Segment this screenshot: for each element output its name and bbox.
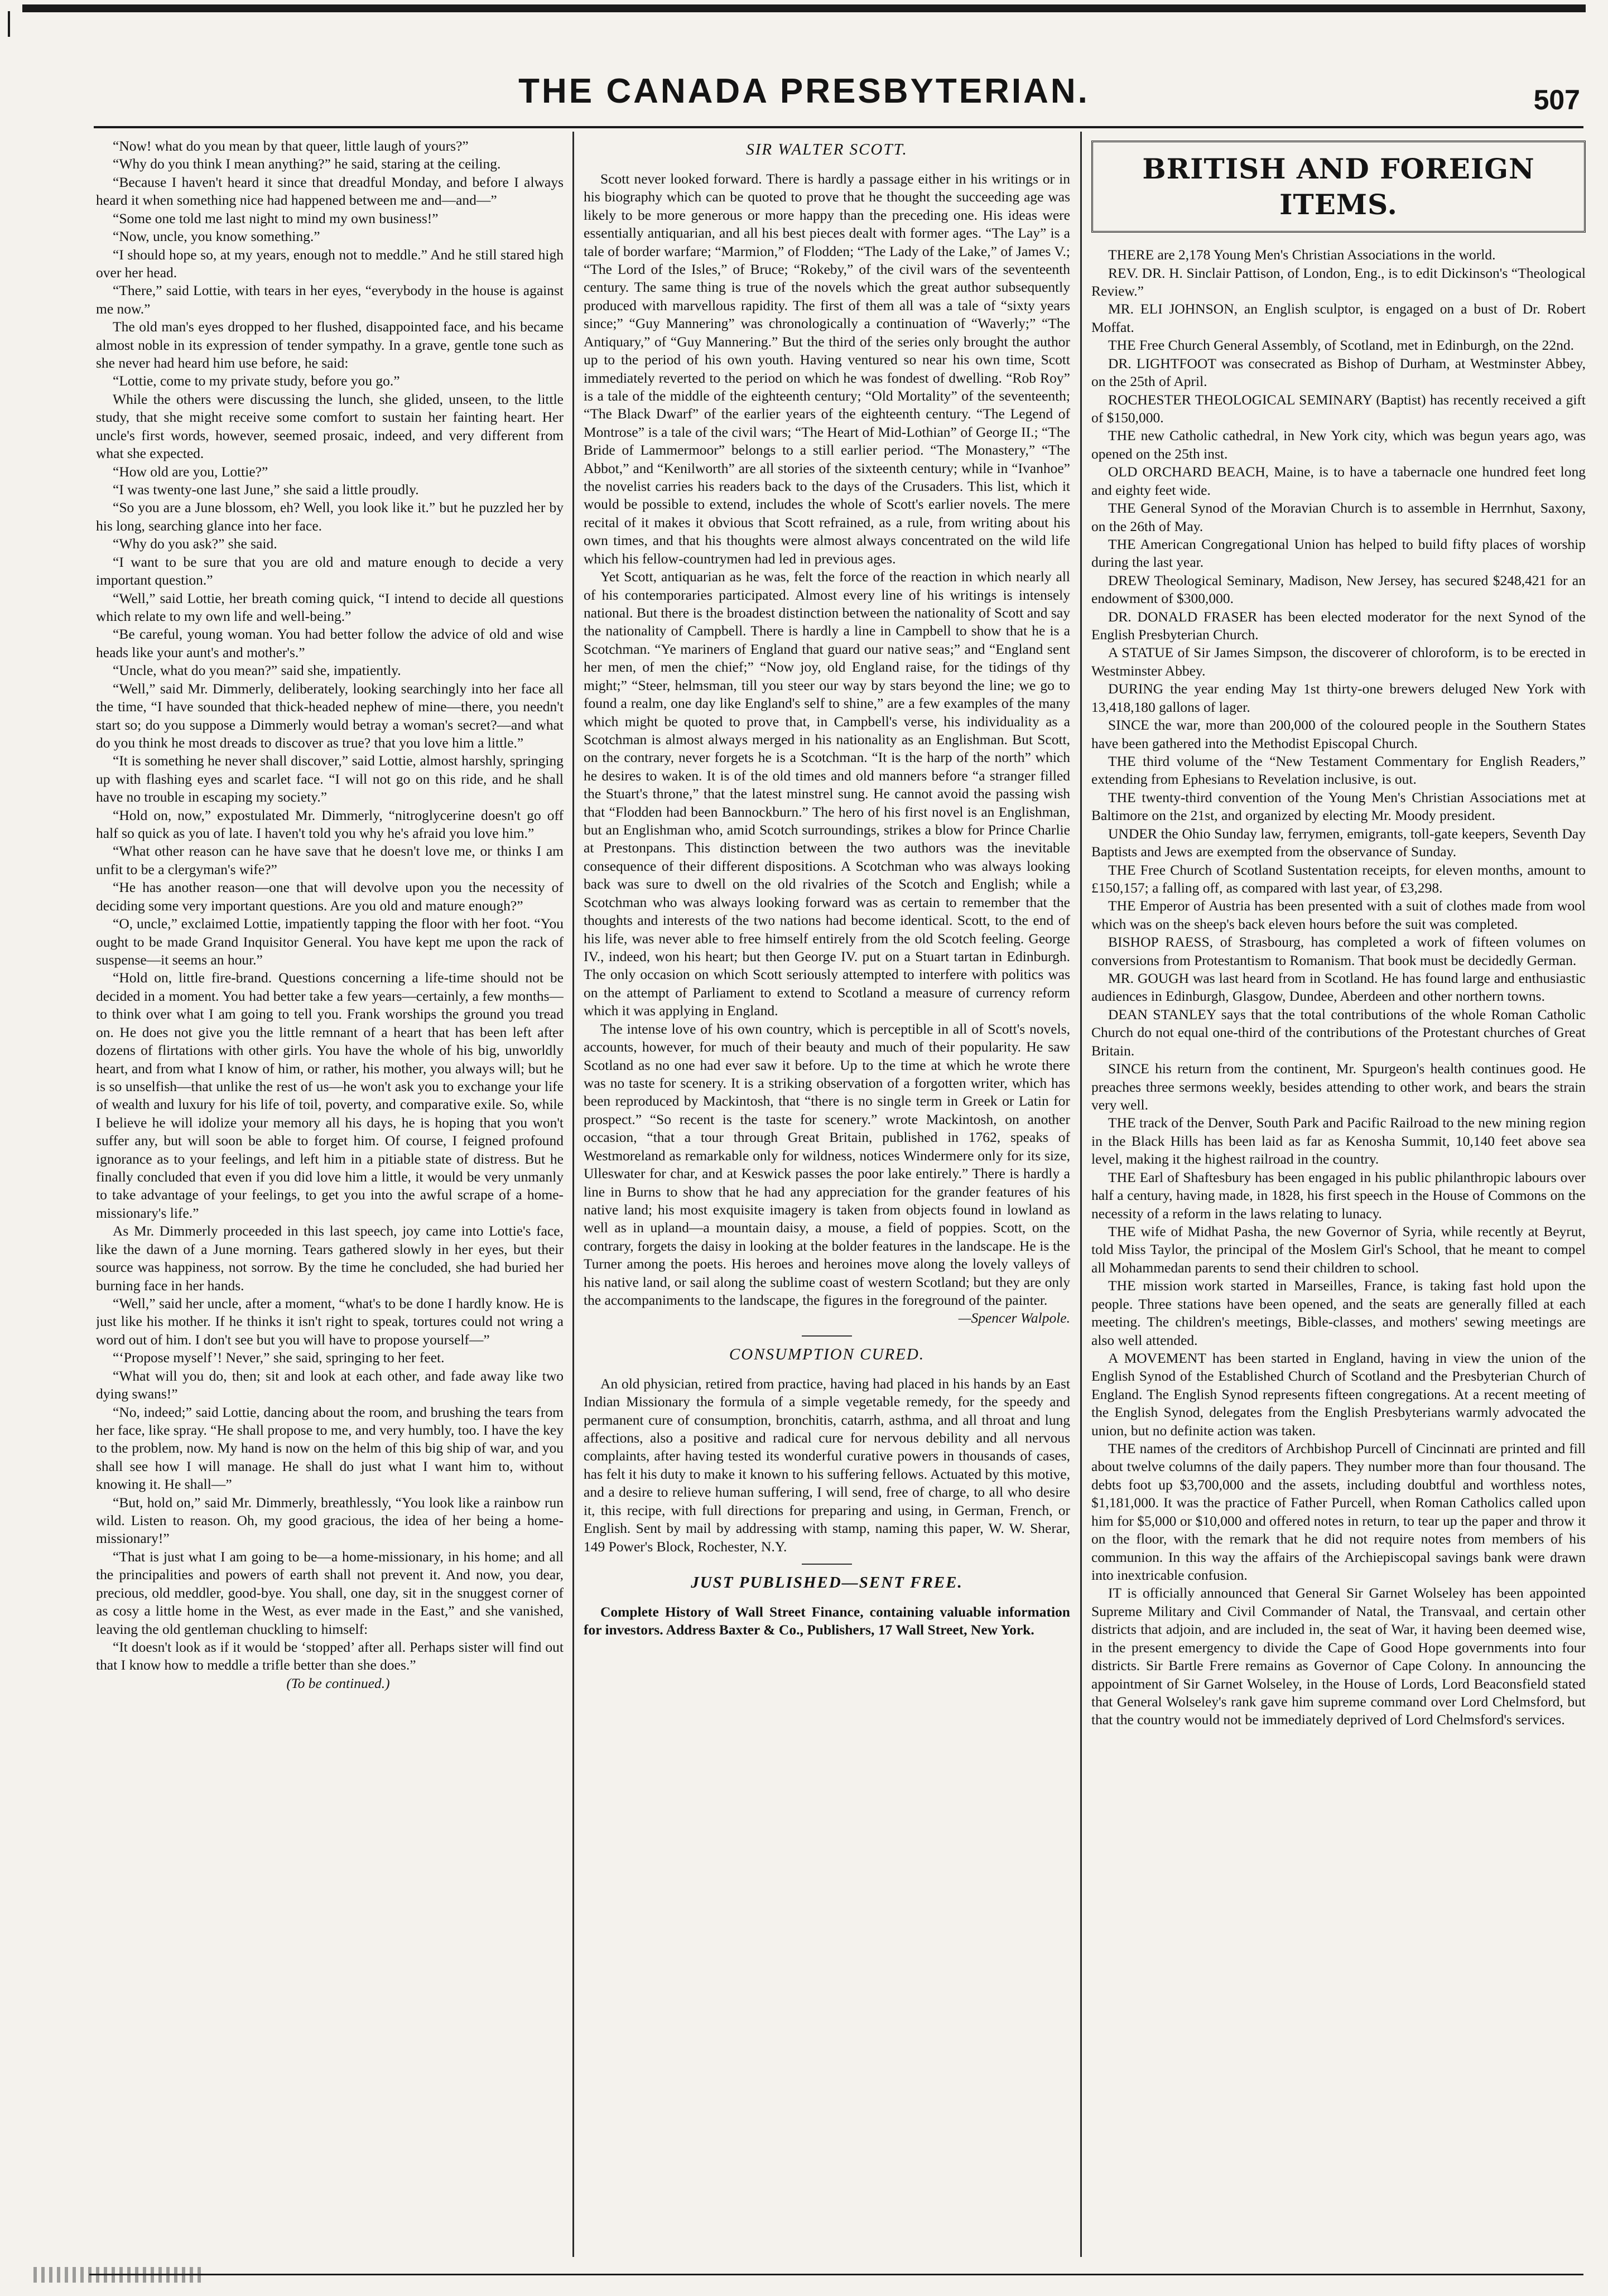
section-divider xyxy=(802,1335,852,1337)
news-item: A MOVEMENT has been started in England, having in view the union of the English Synod of the Established Church of Scotland and the Presbyterian Church of England. The English Synod represents fifteen congregations. At a recent meeting of the English Synod, delegates from the English Presbyterians warmly advocated the union, but no definite action was taken. xyxy=(1091,1349,1586,1439)
consumption-heading: CONSUMPTION CURED. xyxy=(729,1345,925,1363)
news-item: THE wife of Midhat Pasha, the new Governor of Syria, while recently at Beyrut, told Miss Taylor, the principal of the Moslem Girl's School, that he meant to compel all Mohammedan parents to send their children to school. xyxy=(1091,1223,1586,1276)
news-item: THE Free Church of Scotland Sustentation receipts, for eleven months, amount to £150,157; a falling off, as compared with last year, of £3,298. xyxy=(1091,861,1586,896)
scott-paragraph: Scott never looked forward. There is hardly a passage either in his writings or in his biography which can be quoted to prove that he thought the succeeding age was likely to be more generous or more happy than the preceding one. His ideas were essentially antiquarian, and all his best pieces dealt with former ages. “The Lay” is a tale of border warfare; “Marmion,” of Flodden; “The Lady of the Lake,” of James V.; “The Lord of the Isles,” of Bruce; “Rokeby,” of the civil wars of the seventeenth century. The same thing is true of the novels which the great author subsequently produced with marvellous rapidity. The first of them all was a tale of “sixty years since;” “Guy Mannering” was chronologically a continuation of “Waverly;” “The Antiquary,” of “Guy Mannering.” But the third of the series only brought the author up to the period of his own youth. Having ventured so near his own time, Scott immediately reverted to the period on which he was fondest of dwelling. “Rob Roy” is a tale of the middle of the eighteenth century; “Old Mortality” of the seventeenth; “The Black Dwarf” of the earlier years of the eighteenth century. “The Legend of Montrose” is a tale of the civil wars; “The Heart of Mid-Lothian” of George II.; “The Bride of Lammermoor” belongs to a still earlier period. “The Monastery,” “The Abbot,” and “Kenilworth” are all stories of the sixteenth century; while in “Ivanhoe” the novelist carries his readers back to the days of the Crusaders. This list, which it would be possible to extend, includes the whole of Scott's earlier novels. The mere recital of it makes it obvious that Scott refrained, as a rule, from writing about his own times, and that his thoughts were almost always concentrated on the wild life which his fellow-countrymen had led in previous ages. xyxy=(584,170,1070,567)
news-item: A STATUE of Sir James Simpson, the discoverer of chloroform, is to be erected in Westminster Abbey. xyxy=(1091,644,1586,679)
news-item: MR. GOUGH was last heard from in Scotland. He has found large and enthusiastic audiences in Edinburgh, Glasgow, Dundee, Aberdeen and other northern towns. xyxy=(1091,970,1586,1005)
news-item: MR. ELI JOHNSON, an English sculptor, is engaged on a bust of Dr. Robert Moffat. xyxy=(1091,301,1586,335)
news-item: BISHOP RAESS, of Strasbourg, has completed a work of fifteen volumes on conversions from Protestantism to Romanism. That book must be decidedly German. xyxy=(1091,934,1586,968)
masthead-title: THE CANADA PRESBYTERIAN. xyxy=(518,72,1090,110)
news-item: THE American Congregational Union has helped to build fifty places of worship during the last year. xyxy=(1091,536,1586,571)
news-item: THE twenty-third convention of the Young Men's Christian Associations met at Baltimore on the 21st, and organized by electing Mr. Moody president. xyxy=(1091,789,1586,824)
story-paragraph: While the others were discussing the lunch, she glided, unseen, to the little study, that she might receive some comfort to sustain her fainting heart. Her uncle's first words, however, seemed prosaic, indeed, and very different from what she expected. xyxy=(96,390,564,462)
story-paragraph: “It doesn't look as if it would be ‘stopped’ after all. Perhaps sister will find out that I know how to meddle a trifle better than she does.” xyxy=(96,1639,564,1673)
story-paragraph: “That is just what I am going to be—a home-missionary, in his home; and all the principalities and powers of earth shall not prevent it. And now, you dear, precious, old meddler, good-bye. You shall, one day, sit in the snuggest corner of as cosy a little home in the West, as ever made in the East,” and she vanished, leaving the old gentleman chuckling to himself: xyxy=(96,1548,564,1637)
story-paragraph: “‘Propose myself’! Never,” she said, springing to her feet. xyxy=(113,1349,445,1366)
top-border-rule xyxy=(22,4,1586,12)
story-paragraph: “I want to be sure that you are old and mature enough to decide a very important question.” xyxy=(96,553,564,589)
page-number: 507 xyxy=(1533,84,1580,115)
column-divider-1 xyxy=(572,132,574,2257)
story-paragraph: “No, indeed;” said Lottie, dancing about the room, and brushing the tears from her face, like spray. “He shall propose to me, and very humbly, too. I have the key to the problem, now. My hand is now on the helm of this big ship of war, and you shall see how I will manage. He shall do just what I want him to, without knowing it. He shall—” xyxy=(96,1403,564,1493)
corner-mark xyxy=(8,11,10,37)
story-text xyxy=(96,137,564,1675)
story-paragraph: “But, hold on,” said Mr. Dimmerly, breathlessly, “You look like a rainbow run wild. Listen to reason. Oh, my good gracious, the idea of her being a home-missionary!” xyxy=(96,1494,564,1547)
scott-signature: —Spencer Walpole. xyxy=(958,1310,1070,1327)
british-items-list xyxy=(1091,246,1586,1729)
scott-article xyxy=(584,170,1070,1310)
news-item: DREW Theological Seminary, Madison, New Jersey, has secured $248,421 for an endowment of $300,000. xyxy=(1091,572,1586,607)
news-item: THE mission work started in Marseilles, France, is taking fast hold upon the people. Three stations have been opened, and the seats are generally filled at each meeting. The children's meetings, Bible-classes, and mothers' sewing meetings are also well attended. xyxy=(1091,1277,1586,1348)
news-item: DEAN STANLEY says that the total contributions of the whole Roman Catholic Church do not equal one-third of the contributions of the Protestant churches of Great Britain. xyxy=(1091,1006,1586,1059)
news-item: IT is officially announced that General Sir Garnet Wolseley has been appointed Supreme Military and Civil Commander of Natal, the Transvaal, and certain other districts that adjoin, and are included in, the seat of War, it having been deemed wise, in the present emergency to divide the Cape of Good Hope governments into four districts. Sir Bartle Frere remains as Governor of Cape Colony. In announcing the appointment of Sir Garnet Wolseley, in the House of Lords, Lord Beaconsfield stated that General Wolseley's rank gave him supreme command over Lord Chelmsford, but that the country would not be immediately deprived of Lord Chelmsford's services. xyxy=(1091,1585,1586,1728)
british-foreign-heading: BRITISH AND FOREIGN ITEMS. xyxy=(1091,141,1586,233)
story-paragraph: The old man's eyes dropped to her flushed, disappointed face, and his became almost noble in its expression of tender sympathy. In a grave, gentle tone such as she never had heard him use before, he said: xyxy=(96,319,564,372)
column-divider-2 xyxy=(1080,132,1082,2257)
story-paragraph: “How old are you, Lottie?” xyxy=(113,463,268,480)
news-item: THE names of the creditors of Archbishop Purcell of Cincinnati are printed and fill about twelve columns of the daily papers. They number more than four thousand. The debts foot up $3,700,000 and the assets, including doubtful and worthless notes, $1,181,000. It was the practice of Father Purcell, when Roman Catholics called upon him for $5,000 or $10,000 and offered notes in return, to tear up the paper and throw it on the floor, with the remark that he did not require notes from members of his communion. In this way the affairs of the Archiepiscopal savings bank were drawn into inextricable confusion. xyxy=(1091,1440,1586,1583)
news-item: THE Earl of Shaftesbury has been engaged in his public philanthropic labours over half a century, having made, in 1828, his first speech in the House of Commons on the necessity of a reform in the laws relating to lunacy. xyxy=(1091,1169,1586,1222)
news-item: THE Emperor of Austria has been presented with a suit of clothes made from wool which was on the sheep's back eleven hours before the suit was completed. xyxy=(1091,898,1586,932)
story-paragraph: “So you are a June blossom, eh? Well, you look like it.” but he puzzled her by his long, searching glance into her face. xyxy=(96,499,564,534)
scott-heading: SIR WALTER SCOTT. xyxy=(746,141,908,158)
news-item: DURING the year ending May 1st thirty-one brewers deluged New York with 13,418,180 gallons of lager. xyxy=(1091,681,1586,715)
story-paragraph: “Lottie, come to my private study, before you go.” xyxy=(113,373,400,389)
story-paragraph: “He has another reason—one that will devolve upon you the necessity of deciding some very important questions. Are you old and mature enough?” xyxy=(96,879,564,914)
story-column xyxy=(96,137,564,2269)
header-rule xyxy=(94,126,1583,128)
news-item: THE Free Church General Assembly, of Scotland, met in Edinburgh, on the 22nd. xyxy=(1108,337,1574,354)
news-item: THERE are 2,178 Young Men's Christian Associations in the world. xyxy=(1108,247,1496,263)
news-item: THE track of the Denver, South Park and Pacific Railroad to the new mining region in the Black Hills has been laid as far as Kenosha Summit, 10,140 feet above sea level, making it the highest railroad in the country. xyxy=(1091,1115,1586,1168)
story-paragraph: “I was twenty-one last June,” she said a little proudly. xyxy=(113,481,419,498)
story-paragraph: “What other reason can he have save that he doesn't love me, or thinks I am unfit to be a clergyman's wife?” xyxy=(96,843,564,877)
story-paragraph: As Mr. Dimmerly proceeded in this last speech, joy came into Lottie's face, like the dawn of a June morning. Tears gathered slowly in her eyes, but their source was happiness, not sorrow. By the time he concluded, she had buried her burning face in her hands. xyxy=(96,1223,564,1294)
news-item: THE new Catholic cathedral, in New York city, which was begun years ago, was opened on the 25th inst. xyxy=(1091,427,1586,462)
news-item: REV. DR. H. Sinclair Pattison, of London, Eng., is to edit Dickinson's “Theological Review.” xyxy=(1091,264,1586,300)
story-paragraph: “It is something he never shall discover,” said Lottie, almost harshly, springing up with flashing eyes and scarlet face. “I will not go on this ride, and he shall have no trouble in escaping my society.” xyxy=(96,753,564,805)
news-item: ROCHESTER THEOLOGICAL SEMINARY (Baptist) has recently received a gift of $150,000. xyxy=(1091,391,1586,426)
news-item: SINCE the war, more than 200,000 of the coloured people in the Southern States have been gathered into the Methodist Episcopal Church. xyxy=(1091,717,1586,751)
news-item: THE third volume of the “New Testament Commentary for English Readers,” extending from Ephesians to Revelation inclusive, is out. xyxy=(1091,753,1586,788)
story-paragraph: “Because I haven't heard it since that dreadful Monday, and before I always heard it when something nice had happened between me and—and—” xyxy=(96,173,564,209)
news-item: DR. DONALD FRASER has been elected moderator for the next Synod of the English Presbyterian Church. xyxy=(1091,608,1586,643)
news-item: SINCE his return from the continent, Mr. Spurgeon's health continues good. He preaches three sermons weekly, besides attending to other work, and bears the strain very well. xyxy=(1091,1060,1586,1113)
story-paragraph: “Now! what do you mean by that queer, little laugh of yours?” xyxy=(113,138,469,154)
story-paragraph: “O, uncle,” exclaimed Lottie, impatiently tapping the floor with her foot. “You ought to be made Grand Inquisitor General. You have kept me upon the rack of suspense—it seems an hour.” xyxy=(96,915,564,968)
story-paragraph: “Well,” said Lottie, her breath coming quick, “I intend to decide all questions which relate to my own life and well-being.” xyxy=(96,590,564,624)
just-published-text: Complete History of Wall Street Finance, containing valuable information for investors. Address Baxter & Co., Publishers, 17 Wall Street, New York. xyxy=(584,1603,1070,1638)
just-published-heading: JUST PUBLISHED—SENT FREE. xyxy=(691,1573,963,1591)
story-paragraph: “Why do you ask?” she said. xyxy=(113,536,277,552)
to-be-continued-note: (To be continued.) xyxy=(286,1675,390,1691)
news-item: DR. LIGHTFOOT was consecrated as Bishop of Durham, at Westminster Abbey, on the 25th of April. xyxy=(1091,355,1586,390)
story-paragraph: “Well,” said Mr. Dimmerly, deliberately, looking searchingly into her face all the time, “I have sounded that thick-headed nephew of mine—there, you needn't start so; do you suppose a Dimmerly would betray a woman's secret?—and what do you think he most dreads to discover as true? that you love him a little.” xyxy=(96,680,564,751)
story-paragraph: “Uncle, what do you mean?” said she, impatiently. xyxy=(113,662,401,679)
consumption-text: An old physician, retired from practice, having had placed in his hands by an East Indian Missionary the formula of a simple vegetable remedy, for the speedy and permanent cure of consumption, bronchitis, catarrh, asthma, and all throat and lung affections, also a positive and radical cure for nervous debility and all nervous complaints, after having tested its wonderful curative powers in thousands of cases, has felt it his duty to make it known to his suffering fellows. Actuated by this motive, and a desire to relieve human suffering, I will send, free of charge, to all who desire it, this recipe, with full directions for preparing and using, in German, French, or English. Sent by mail by addressing with stamp, naming this paper, W. W. Sherar, 149 Power's Block, Rochester, N.Y. xyxy=(584,1375,1070,1555)
story-paragraph: “Now, uncle, you know something.” xyxy=(113,228,320,245)
story-paragraph: “What will you do, then; sit and look at each other, and fade away like two dying swans!” xyxy=(96,1367,564,1402)
middle-column xyxy=(584,137,1070,2269)
scott-paragraph: Yet Scott, antiquarian as he was, felt the force of the reaction in which nearly all of his contemporaries participated. Almost every line of his writings is intensely national. But there is the broadest distinction between the nationality of Scott and say the nationality of Campbell. There is hardly a line in Campbell to show that he is a Scotchman. “Ye mariners of England that guard our native seas;” and “England sent her men, of men the chief;” “Now joy, old England raise, for the tidings of thy might;” “Steer, helmsman, till you steer our way by stars beyond the line; we go to found a realm, one day like England's self to shine,” are a few examples of the many which might be quoted to prove that, in Campbell's verse, his individuality as a Scotchman is almost always merged in his nationality as an Englishman. But Scott, on the contrary, never forgets he is a Scotchman. “It is the harp of the north” which he desires to waken. It is of the old times and old manners before “a stranger filled the Stuart's throne,” that the latest minstrel sung. He cannot avoid the passing wish that “Flodden had been Bannockburn.” The hero of his first novel is an Englishman, but an Englishman who, amid Scotch surroundings, strikes a blow for Prince Charlie at Prestonpans. This distinction between the two authors was the inevitable consequence of their different dispositions. A Scotchman who was always looking back was sure to dwell on the old rivalries of the Scotch and English; while a Scotchman who was always looking forward was as certain to remember that the thoughts and interests of the two nations had become identical. Scott, to the end of his life, was never able to free himself entirely from the old Scotch feeling. George IV., indeed, won his heart; but then George IV. put on a Stuart tartan in Edinburgh. The only occasion on which Scott seriously attempted to interfere with politics was on the attempt of Parliament to extend to Scotland a measure of currency reform which it was applying in England. xyxy=(584,568,1070,1019)
story-paragraph: “Well,” said her uncle, after a moment, “what's to be done I hardly know. He is just like his mother. If he thinks it isn't right to speak, tortures could not wring a word out of him. I don't see but you will have to propose yourself—” xyxy=(96,1295,564,1348)
story-paragraph: “Be careful, young woman. You had better follow the advice of old and wise heads like your aunt's and mother's.” xyxy=(96,626,564,660)
story-paragraph: “There,” said Lottie, with tears in her eyes, “everybody in the house is against me now.” xyxy=(96,282,564,317)
section-divider xyxy=(802,1564,852,1565)
items-column xyxy=(1091,137,1586,2269)
footer-rule xyxy=(89,2274,1583,2275)
news-item: OLD ORCHARD BEACH, Maine, is to have a tabernacle one hundred feet long and eighty feet wide. xyxy=(1091,464,1586,498)
story-paragraph: “I should hope so, at my years, enough not to meddle.” And he still stared high over her head. xyxy=(96,246,564,281)
news-item: THE General Synod of the Moravian Church is to assemble in Herrnhut, Saxony, on the 26th of May. xyxy=(1091,500,1586,534)
story-paragraph: “Hold on, little fire-brand. Questions concerning a life-time should not be decided in a moment. You had better take a few years—certainly, a few months—to think over what I am going to tell you. Frank worships the ground you tread on. He does not give you the little remnant of a heart that has been left after dozens of flirtations with other girls. You have the whole of his big, unworldly heart, and from what I know of him, or rather, his mother, you always will; but he is so unselfish—that unlike the rest of us—he won't ask you to exchange your life of wealth and luxury for his life of toil, poverty, and comparative exile. So, while I believe he will idolize your memory all his days, he is hoping that you won't suffer any, but will soon be able to forget him. Of course, I feigned profound ignorance as to your feelings, and left him in a pitiable state of distress. But he finally concluded that even if you did love him a little, it would be very unmanly to take advantage of your feelings, to get you into the awful scrape of a home-missionary's life.” xyxy=(96,969,564,1221)
story-paragraph: “Some one told me last night to mind my own business!” xyxy=(113,210,439,226)
story-paragraph: “Hold on, now,” expostulated Mr. Dimmerly, “nitroglycerine doesn't go off half so quick as you of late. I haven't told you why he's afraid you love him.” xyxy=(96,807,564,842)
story-paragraph: “Why do you think I mean anything?” he said, staring at the ceiling. xyxy=(113,156,501,172)
news-item: UNDER the Ohio Sunday law, ferrymen, emigrants, toll-gate keepers, Seventh Day Baptists and Jews are exempted from the observance of Sunday. xyxy=(1091,825,1586,860)
scott-paragraph: The intense love of his own country, which is perceptible in all of Scott's novels, accounts, however, for much of their beauty and much of their popularity. He saw Scotland as no one had ever saw it before. Up to the time at which he wrote there was no taste for scenery. It is a striking observation of a forgotten writer, which has been reproduced by Mackintosh, that “there is no single term in Greek or Latin for prospect.” “So recent is the taste for scenery.” wrote Mackintosh, on another occasion, “that a tour through Great Britain, published in 1762, speaks of Westmoreland as remarkable only for wildness, notices Windermere only for its size, Ulleswater for char, and at Keswick passes the poor lake entirely.” There is hardly a line in Burns to show that he had any appreciation for the grander features of his native land; his most exquisite imagery is taken from objects found in lowland as well as in upland—a mountain daisy, a mouse, a field of poppies. Scott, on the contrary, forgets the daisy in looking at the bolder features in the landscape. He is the Turner among the poets. His heroes and heroines move along the lovely valleys of his native land, or sail along the sublime coast of western Scotland; but they are only the accompaniments to the landscape, the figures in the foreground of the painter. xyxy=(584,1020,1070,1309)
